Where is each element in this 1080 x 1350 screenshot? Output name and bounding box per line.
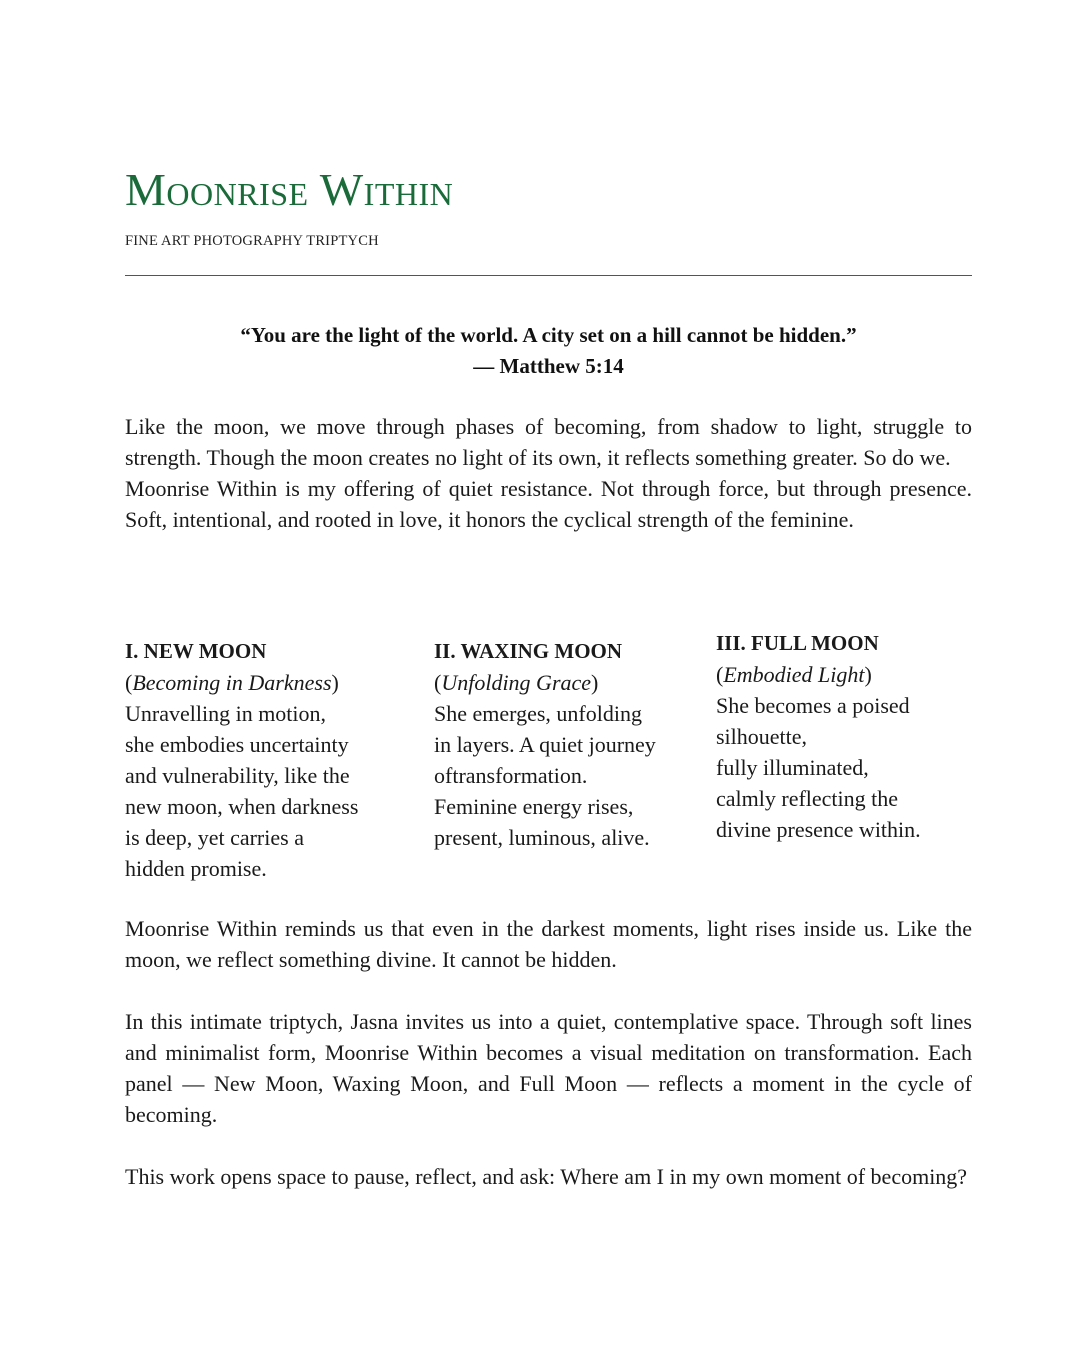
intro-paragraph-1: Like the moon, we move through phases of becoming, from shadow to light, struggle to strength. Though the moon creates no light of its own, it reflects something greater. So do we. — [125, 414, 972, 470]
panel-line: new moon, when darkness — [125, 794, 359, 819]
quote-attribution: — Matthew 5:14 — [473, 354, 624, 378]
page-subtitle: FINE ART PHOTOGRAPHY TRIPTYCH — [125, 233, 379, 249]
panel-line: present, luminous, alive. — [434, 825, 650, 850]
panel-line: She becomes a poised — [716, 693, 910, 718]
panel-line: Unravelling in motion, — [125, 701, 327, 726]
panel-line: silhouette, — [716, 724, 808, 749]
divider-line — [125, 275, 972, 276]
panel-subtitle: (Becoming in Darkness) — [125, 670, 339, 695]
panel-full-moon — [716, 628, 921, 845]
panel-line: divine presence within. — [716, 817, 921, 842]
panel-new-moon — [125, 636, 358, 884]
intro-paragraph-2: Moonrise Within is my offering of quiet resistance. Not through force, but through presence. Soft, intentional, and rooted in love, it honors the cyclical strength of the feminine. — [125, 476, 972, 532]
panel-subtitle: (Embodied Light) — [716, 662, 872, 687]
panel-line: and vulnerability, like the — [125, 763, 350, 788]
panel-line: hidden promise. — [125, 856, 267, 881]
panel-heading: I. NEW MOON — [125, 639, 267, 663]
scripture-quote — [125, 320, 972, 382]
panel-line: She emerges, unfolding — [434, 701, 642, 726]
panel-line: in layers. A quiet journey — [434, 732, 656, 757]
panel-line: oftransformation. — [434, 763, 588, 788]
panel-line: fully illuminated, — [716, 755, 869, 780]
panel-line: she embodies uncertainty — [125, 732, 349, 757]
panel-subtitle-text: Becoming in Darkness — [132, 670, 332, 695]
panel-subtitle: (Unfolding Grace) — [434, 670, 599, 695]
intro-section — [125, 411, 972, 535]
panel-subtitle-text: Unfolding Grace — [441, 670, 592, 695]
closing-paragraph-1: Moonrise Within reminds us that even in the darkest moments, light rises inside us. Like the moon, we reflect something divine. It cannot be hidden. — [125, 916, 972, 972]
quote-text: “You are the light of the world. A city set on a hill cannot be hidden.” — [240, 323, 857, 347]
panel-line: calmly reflecting the — [716, 786, 899, 811]
closing-paragraph-3: This work opens space to pause, reflect, and ask: Where am I in my own moment of becoming? — [125, 1164, 968, 1189]
closing-paragraph-2: In this intimate triptych, Jasna invites us into a quiet, contemplative space. Through soft lines and minimalist form, Moonrise Within becomes a visual meditation on transformation. Each panel — New Moon, Waxing Moon, and Full Moon — reflects a moment in the cycle of becoming. — [125, 1009, 972, 1127]
panel-heading: II. WAXING MOON — [434, 639, 623, 663]
panel-subtitle-text: Embodied Light — [723, 662, 865, 687]
panel-line: Feminine energy rises, — [434, 794, 634, 819]
panel-waxing-moon — [434, 636, 656, 853]
panel-heading: III. FULL MOON — [716, 631, 879, 655]
page-title: Moonrise Within — [125, 164, 454, 215]
panel-line: is deep, yet carries a — [125, 825, 304, 850]
